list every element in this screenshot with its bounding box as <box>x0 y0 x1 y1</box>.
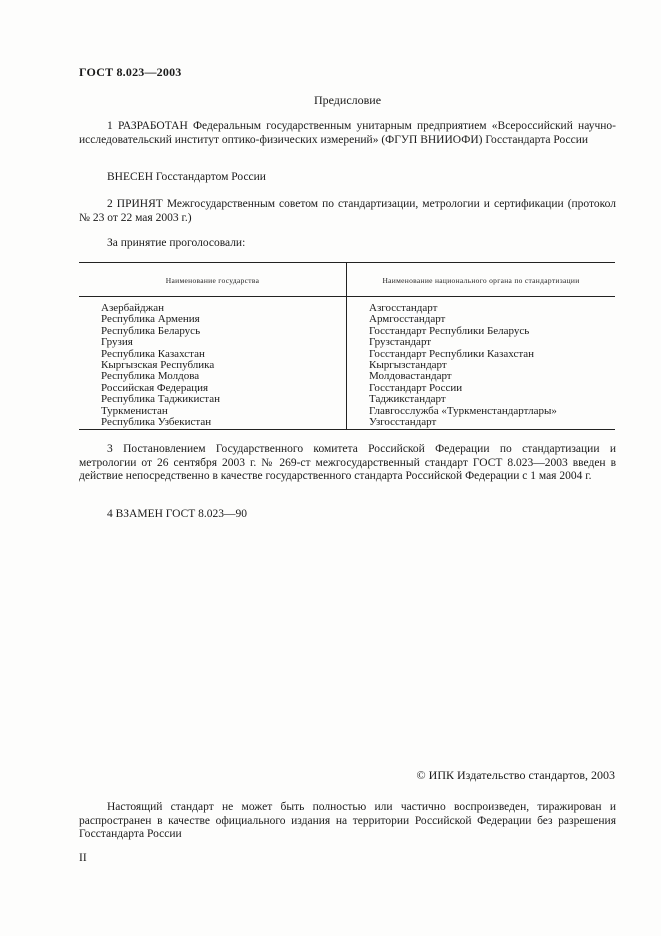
table-cell: Главгосслужба «Туркменстандартлары» <box>369 404 557 417</box>
table-cell: Кыргызская Республика <box>101 359 215 372</box>
table-cell: Туркменистан <box>101 404 168 417</box>
table-cell: Армгосстандарт <box>369 313 446 326</box>
table-cell: Грузия <box>101 336 133 349</box>
copyright: © ИПК Издательство стандартов, 2003 <box>416 768 615 782</box>
table-header-divider <box>79 296 615 297</box>
table-cell: Госстандарт Республики Казахстан <box>369 347 535 360</box>
table-column-bodies <box>369 303 557 428</box>
table-column-states <box>101 303 220 428</box>
table-cell: Азербайджан <box>101 302 165 314</box>
table-header-body: Наименование национального органа по стандартизации <box>382 276 580 285</box>
table-cell: Таджикстандарт <box>369 393 446 406</box>
section-2 <box>79 198 616 225</box>
table-column-divider <box>346 263 347 429</box>
reproduction-notice <box>79 801 616 842</box>
reproduction-notice-text: Настоящий стандарт не может быть полностью или частично воспроизведен, тиражирован и распространен в качестве официального издания на территории Российской Федерации без разрешения Госстандарта России <box>79 801 616 840</box>
foreword-title: Предисловие <box>313 93 382 107</box>
voted-line: За принятие проголосовали: <box>107 237 246 249</box>
table-cell: Молдовастандарт <box>369 370 452 383</box>
table-cell: Госстандарт России <box>369 381 463 394</box>
section-1 <box>79 120 616 147</box>
table-cell: Республика Беларусь <box>101 324 201 337</box>
document-id: ГОСТ 8.023—2003 <box>79 65 182 79</box>
section-1-text: 1 РАЗРАБОТАН Федеральным государственным унитарным предприятием «Всероссийский научно-исследовательский институт оптико-физических измерений» (ФГУП ВНИИОФИ) Госстандарта России <box>79 120 616 146</box>
section-3 <box>79 443 616 484</box>
table-header-state: Наименование государства <box>165 276 260 285</box>
section-3-text: 3 Постановлением Государственного комитета Российской Федерации по стандартизации и метрологии от 26 сентября 2003 г. № 269-ст межгосударственный стандарт ГОСТ 8.023—2003 введен в действие непосредственно в качестве государственного стандарта Российской Федерации с 1 мая 2004 г. <box>79 443 616 482</box>
table-cell: Кыргызстандарт <box>369 359 447 372</box>
table-cell: Узгосстандарт <box>369 416 437 429</box>
table-cell: Российская Федерация <box>101 381 209 394</box>
table-cell: Республика Узбекистан <box>101 416 212 429</box>
table-cell: Республика Таджикистан <box>101 393 220 406</box>
table-cell: Республика Казахстан <box>101 347 205 360</box>
introduced-line: ВНЕСЕН Госстандартом России <box>107 171 266 183</box>
table-cell: Республика Армения <box>101 313 200 326</box>
table-cell: Госстандарт Республики Беларусь <box>369 324 530 337</box>
page-number: II <box>79 852 87 864</box>
table-cell: Грузстандарт <box>369 336 432 349</box>
section-4: 4 ВЗАМЕН ГОСТ 8.023—90 <box>107 508 248 520</box>
table-cell: Республика Молдова <box>101 370 200 383</box>
table-cell: Азгосстандарт <box>369 302 438 314</box>
voting-table <box>79 262 615 430</box>
section-2-text: 2 ПРИНЯТ Межгосударственным советом по стандартизации, метрологии и сертификации (протокол № 23 от 22 мая 2003 г.) <box>79 198 616 224</box>
